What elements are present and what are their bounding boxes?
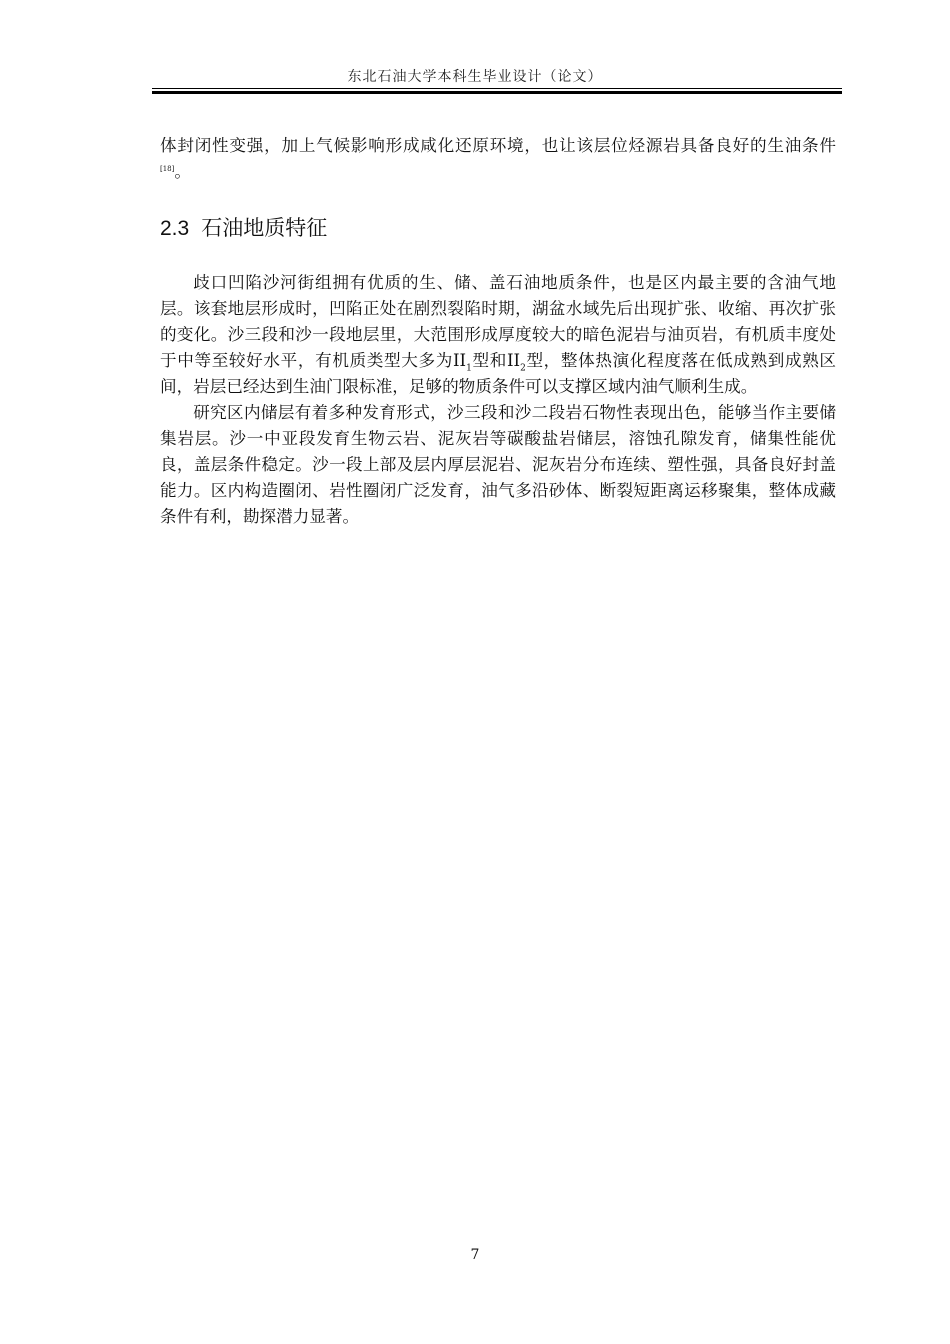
kerogen-type-2: II (506, 351, 521, 370)
citation-ref: [18] (160, 165, 175, 173)
page-number: 7 (470, 1247, 480, 1263)
paragraph-reservoir: 研究区内储层有着多种发育形式，沙三段和沙二段岩石物性表现出色，能够当作主要储集岩层。沙一中亚段发育生物云岩、泥灰岩等碳酸盐岩储层，溶蚀孔隙发育，储集性能优良，盖层条件稳定。沙一段上部及层内厚层泥岩、泥灰岩分布连续、塑性强，具备良好封盖能力。区内构造圈闭、岩性圈闭广泛发育，油气多沿砂体、断裂短距离运移聚集，整体成藏条件有利，勘探潜力显著。 (160, 403, 836, 526)
paragraph-oil-source (160, 270, 836, 400)
kerogen-subscript-2: 2 (520, 363, 526, 374)
header-rule-thin (152, 88, 842, 89)
para1-text-b: 型，整体热演化程度落在低成熟到成熟区间，岩层已经达到生油门限标准，足够的物质条件可以支撑区域内油气顺利生成。 (160, 351, 837, 396)
section-number: 2.3 (160, 217, 190, 240)
intro-text: 体封闭性变强，加上气候影响形成咸化还原环境，也让该层位烃源岩具备良好的生油条件 (160, 136, 836, 155)
header-rule-thick (152, 91, 842, 94)
para1-text-a: 歧口凹陷沙河街组拥有优质的生、储、盖石油地质条件，也是区内最主要的含油气地层。该套地层形成时，凹陷正处在剧烈裂陷时期，湖盆水域先后出现扩张、收缩、再次扩张的变化。沙三段和沙一段地层里，大范围形成厚度较大的暗色泥岩与油页岩，有机质丰度处于中等至较好水平，有机质类型大多为 (160, 273, 836, 370)
kerogen-type-1: II (452, 351, 467, 370)
section-heading (160, 213, 836, 244)
section-title: 石油地质特征 (201, 216, 328, 240)
intro-paragraph (160, 133, 836, 185)
para1-text-mid: 型和 (471, 351, 507, 370)
kerogen-subscript-1: 1 (466, 363, 472, 374)
page-body (160, 133, 836, 530)
running-header: 东北石油大学本科生毕业设计（论文） (347, 69, 603, 85)
intro-end: 。 (174, 162, 191, 181)
